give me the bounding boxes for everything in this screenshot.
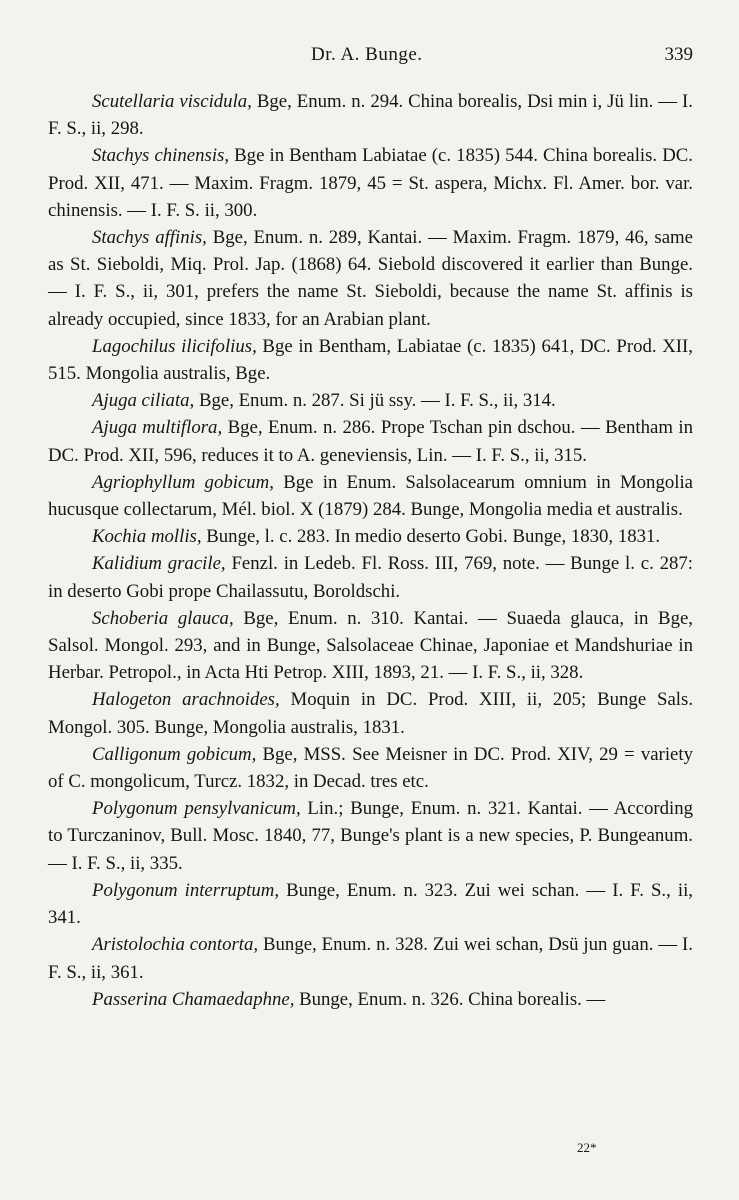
entry-scutellaria-viscidula (48, 88, 693, 142)
page-number: 339 (664, 44, 693, 65)
species-name: Halogeton arachnoides, (92, 689, 280, 711)
entry-text: Bge, MSS. See Meisner in DC. Prod. XIV, 29 = variety of C. mongolicum, Turcz. 1832, in Decad. tres etc. (48, 743, 693, 793)
entry-text: Lin.; Bunge, Enum. n. 321. Kantai. — According to Turczaninov, Bull. Mosc. 1840, 77, Bunge's plant is a new species, P. Bungeanum. — I. F. S., ii, 335. (48, 798, 693, 874)
species-name: Schoberia glauca, (92, 607, 234, 629)
entry-kochia-mollis (48, 523, 693, 550)
species-name: Polygonum pensylvanicum, (92, 798, 301, 820)
entry-text: Bge, Enum. n. 286. Prope Tschan pin dschou. — Bentham in DC. Prod. XII, 596, reduces it to A. geneviensis, Lin. — I. F. S., ii, 315. (48, 417, 693, 466)
entry-text: Fenzl. in Ledeb. Fl. Ross. III, 769, note. — Bunge l. c. 287: in deserto Gobi prope Chailassutu, Boroldschi. (48, 553, 693, 602)
species-name: Aristolochia contorta, (92, 934, 259, 956)
entry-text: Bge, Enum. n. 310. Kantai. — Suaeda glauca, in Bge, Salsol. Mongol. 293, and in Bunge, Salsolaceae Chinae, Japoniae et Mandshuriae in Herbar. Petropol., in Acta Hti Petrop. XIII, 1893, 21. — I. F. S., ii, 328. (48, 607, 693, 684)
entry-polygonum-interruptum (48, 877, 693, 931)
entry-text: Bunge, Enum. n. 326. China borealis. — (294, 988, 606, 1010)
species-name: Agriophyllum gobicum, (92, 471, 274, 493)
species-name: Scutellaria viscidula, (92, 91, 252, 112)
species-name: Ajuga multiflora, (92, 417, 223, 439)
entry-text: Bge in Bentham, Labiatae (c. 1835) 641, DC. Prod. XII, 515. Mongolia australis, Bge. (48, 335, 693, 385)
page-header (48, 40, 693, 70)
entry-text: Bge, Enum. n. 287. Si jü ssy. — I. F. S., ii, 314. (194, 390, 556, 412)
species-name: Lagochilus ilicifolius, (92, 335, 257, 357)
entry-text: Bge, Enum. n. 289, Kantai. — Maxim. Fragm. 1879, 46, same as St. Sieboldi, Miq. Prol. Jap. (1868) 64. Siebold discovered it earlier than Bunge. — I. F. S., ii, 301, prefers the name St. Sieboldi, because the name St. affinis is already occupied, since 1833, for an Arabian plant. (48, 227, 693, 330)
entry-passerina-chamaedaphne (48, 986, 693, 1013)
entry-text: Bunge, l. c. 283. In medio deserto Gobi. Bunge, 1830, 1831. (201, 526, 661, 548)
species-name: Stachys affinis, (92, 227, 207, 249)
species-name: Ajuga ciliata, (92, 390, 195, 412)
page-body (48, 88, 693, 1013)
entry-kalidium-gracile (48, 550, 693, 604)
entry-stachys-affinis (48, 224, 693, 333)
entry-text: Bge, Enum. n. 294. China borealis, Dsi min i, Jü lin. — I. F. S., ii, 298. (48, 91, 693, 140)
entry-ajuga-multiflora (48, 414, 693, 468)
entry-schoberia-glauca (48, 605, 693, 687)
species-name: Kochia mollis, (92, 526, 202, 548)
entry-text: Bunge, Enum. n. 328. Zui wei schan, Dsü jun guan. — I. F. S., ii, 361. (48, 934, 693, 983)
entry-calligonum-gobicum (48, 741, 693, 795)
entry-text: Bge in Bentham Labiatae (c. 1835) 544. China borealis. DC. Prod. XII, 471. — Maxim. Fragm. 1879, 45 = St. aspera, Michx. Fl. Amer. bor. var. chinensis. — I. F. S. ii, 300. (48, 145, 693, 221)
entry-halogeton-arachnoides (48, 686, 693, 740)
entry-lagochilus-ilicifolius (48, 333, 693, 387)
entry-stachys-chinensis (48, 142, 693, 224)
entry-text: Bunge, Enum. n. 323. Zui wei schan. — I. F. S., ii, 341. (48, 879, 694, 929)
species-name: Stachys chinensis, (92, 145, 230, 167)
species-name: Kalidium gracile, (92, 553, 226, 575)
entry-text: Moquin in DC. Prod. XIII, ii, 205; Bunge Sals. Mongol. 305. Bunge, Mongolia australis, 1831. (48, 689, 694, 738)
entry-aristolochia-contorta (48, 931, 693, 985)
entry-text: Bge in Enum. Salsolacearum omnium in Mongolia hucusque collectarum, Mél. biol. X (1879) 284. Bunge, Mongolia media et australis. (48, 471, 693, 521)
entry-polygonum-pensylvanicum (48, 795, 693, 877)
entry-ajuga-ciliata (48, 387, 693, 414)
species-name: Calligonum gobicum, (92, 743, 257, 765)
species-name: Passerina Chamaedaphne, (92, 988, 295, 1010)
running-title: Dr. A. Bunge. (311, 44, 423, 65)
signature-mark: 22* (577, 1140, 597, 1155)
entry-agriophyllum-gobicum (48, 469, 693, 523)
species-name: Polygonum interruptum, (92, 879, 280, 901)
